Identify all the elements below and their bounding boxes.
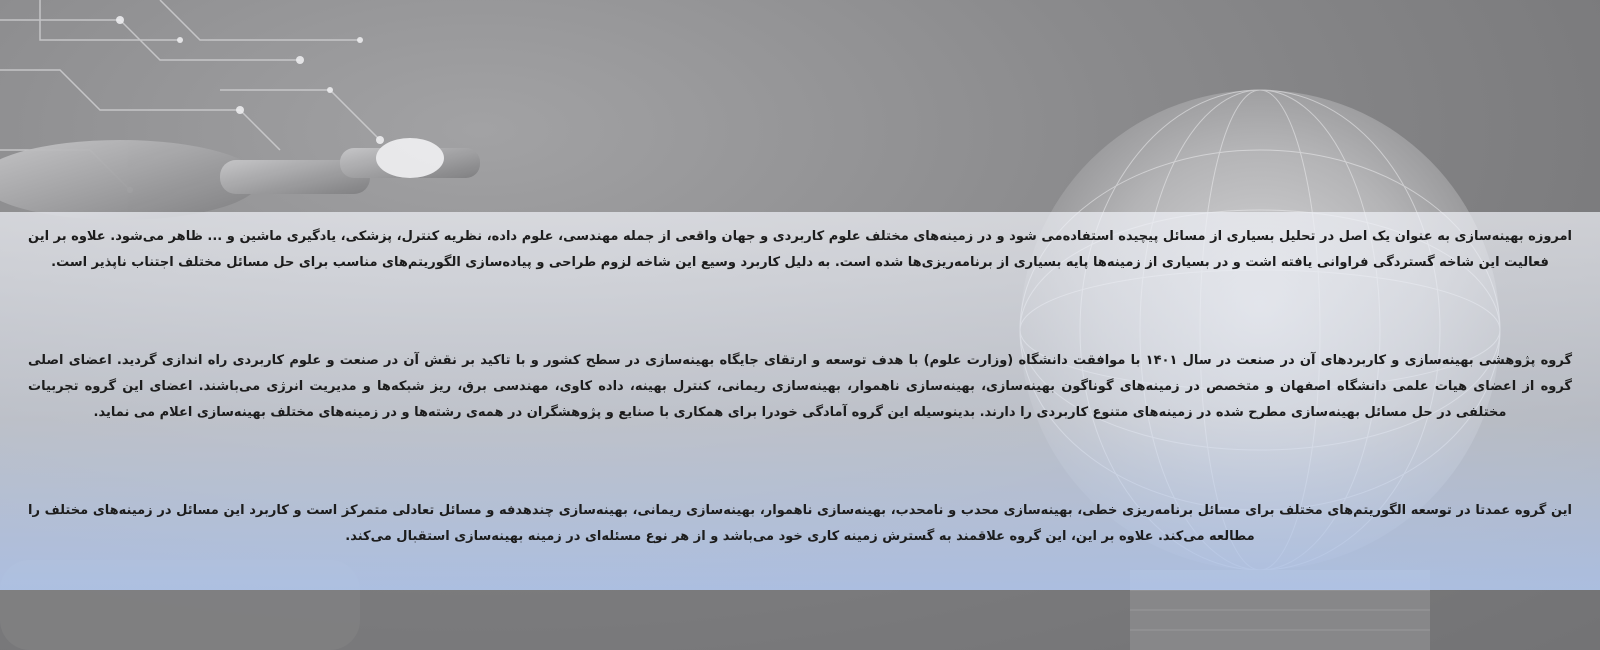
intro-paragraph-1: امروزه بهینه‌سازی به عنوان یک اصل در تحلیل بسیاری از مسائل پیچیده استفاده‌می شود و در زمینه‌های مختلف علوم کاربردی و جهان واقعی از جمله مهندسی، علوم داده، نظریه کنترل، پزشکی، یادگیری ماشین و ... ظاهر می‌شود. علاوه بر این فعالیت این شاخه گستردگی فراوانی یافته اشت و در بسیاری از زمینه‌ها پایه بسیاری از برنامه‌ریزی‌ها شده است. به دلیل کاربرد وسیع این شاخه لزوم طراحی و پیاده‌سازی الگوریتم‌های مناسب برای حل مسائل مختلف اجتناب ناپذیر است. xyxy=(28,229,1572,270)
bottom-band xyxy=(0,590,1600,650)
intro-paragraph-2: گروه پژوهشی بهینه‌سازی و کاربردهای آن در صنعت در سال ۱۴۰۱ با موافقت دانشگاه (وزارت علوم) با هدف توسعه و ارتقای جایگاه بهینه‌سازی در سطح کشور و با تاکید بر نقش آن در صنعت و علوم کاربردی راه اندازی گردید. اعضای اصلی گروه از اعضای هیات علمی دانشگاه اصفهان و متخصص در زمینه‌های گوناگون بهینه‌سازی، بهینه‌سازی ناهموار، بهینه‌سازی ریمانی، کنترل بهینه، داده کاوی، مهندسی برق، ریز شبکه‌ها و مدیریت انرژی می‌باشند. اعضای این گروه تجربیات مختلفی در حل مسائل بهینه‌سازی مطرح شده در زمینه‌های متنوع کاربردی را دارند. بدینوسیله این گروه آمادگی خودرا برای همکاری با صنایع و پژوهشگران در همه‌ی رشته‌ها و در زمینه‌های مختلف بهینه‌سازی اعلام می نماید. xyxy=(28,353,1573,420)
intro-text-panel xyxy=(0,212,1600,590)
intro-paragraph-3: این گروه عمدتا در توسعه الگوریتم‌های مختلف برای مسائل برنامه‌ریزی خطی، بهینه‌سازی محدب و نامحدب، بهینه‌سازی ناهموار، بهینه‌سازی ریمانی، بهینه‌سازی چندهدفه و مسائل تعادلی متمرکز است و کاربرد این مسائل در زمینه‌های مختلف را مطالعه می‌کند. علاوه بر این، این گروه علاقمند به گسترش زمینه کاری خود می‌باشد و از هر نوع مسئله‌ای در زمینه بهینه‌سازی استقبال می‌کند. xyxy=(28,503,1572,544)
